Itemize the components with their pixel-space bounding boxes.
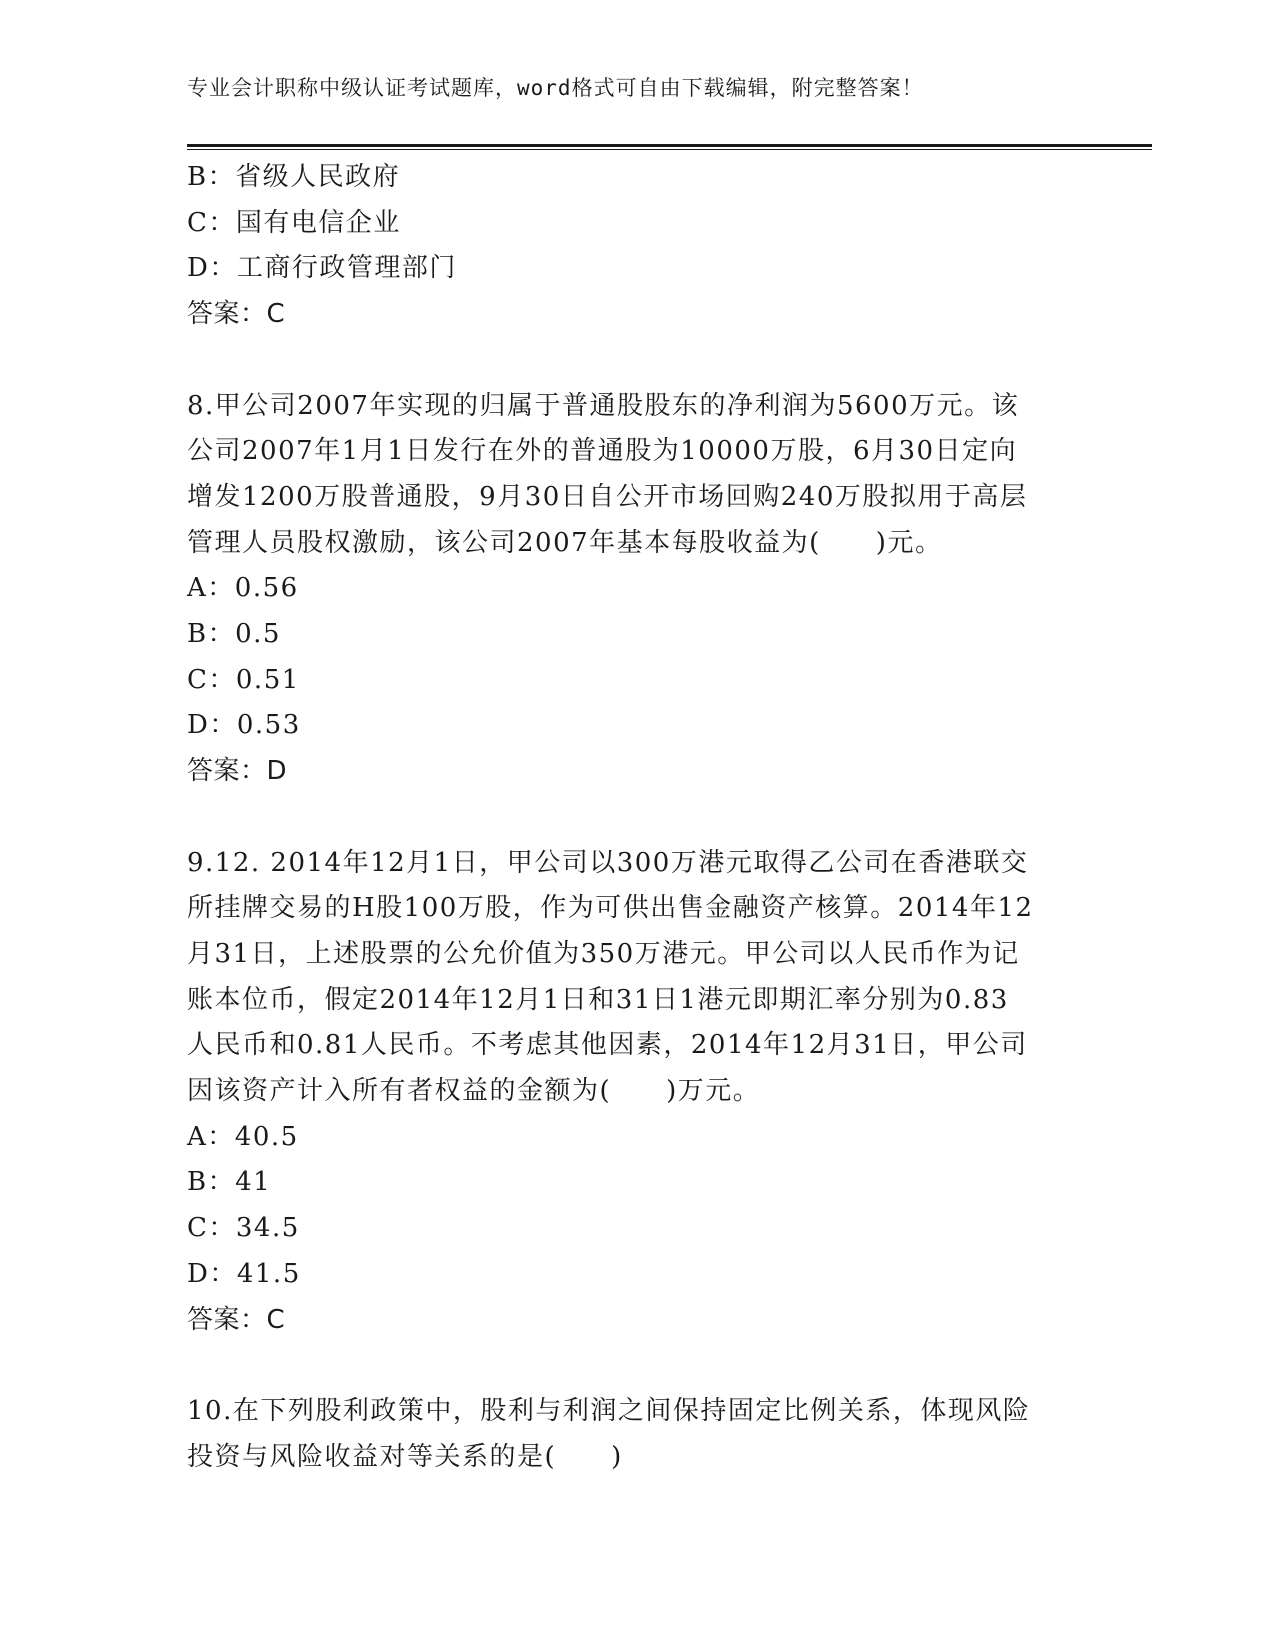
question-9-text-line: 人民币和0.81人民币。不考虑其他因素，2014年12月31日，甲公司 — [187, 1030, 1028, 1061]
question-8-text-line: 8.甲公司2007年实现的归属于普通股股东的净利润为5600万元。该 — [187, 390, 1020, 421]
question-8-option-d: D：0.53 — [187, 710, 301, 741]
question-9-option-b: B：41 — [187, 1167, 272, 1198]
question-9-text-line: 9.12. 2014年12月1日，甲公司以300万港元取得乙公司在香港联交 — [187, 847, 1029, 878]
question-9-answer: 答案：C — [187, 1304, 286, 1335]
answer-line: 答案：C — [187, 299, 286, 330]
question-8-option-b: B：0.5 — [187, 619, 281, 650]
spacer — [187, 1343, 1087, 1389]
question-10-text-line: 10.在下列股利政策中，股利与利润之间保持固定比例关系，体现风险 — [187, 1395, 1031, 1426]
document-body — [187, 155, 1087, 1480]
spacer — [187, 338, 1087, 384]
question-9-text-line: 所挂牌交易的H股100万股，作为可供出售金融资产核算。2014年12 — [187, 893, 1034, 924]
question-9-option-c: C：34.5 — [187, 1213, 300, 1244]
question-9-text-line: 月31日，上述股票的公允价值为350万港元。甲公司以人民币作为记 — [187, 938, 1020, 969]
question-9-option-d: D：41.5 — [187, 1258, 301, 1289]
question-8-option-a: A：0.56 — [187, 573, 299, 604]
question-8-text-line: 公司2007年1月1日发行在外的普通股为10000万股，6月30日定向 — [187, 436, 1018, 467]
option-c: C：国有电信企业 — [187, 207, 401, 238]
question-10-text-line: 投资与风险收益对等关系的是( ) — [187, 1441, 623, 1472]
question-8-option-c: C：0.51 — [187, 664, 300, 695]
question-8-text-line: 增发1200万股普通股，9月30日自公开市场回购240万股拟用于高层 — [187, 481, 1028, 512]
page-header: 专业会计职称中级认证考试题库，word格式可自由下载编辑，附完整答案！ — [187, 76, 924, 100]
question-8-text-line: 管理人员股权激励，该公司2007年基本每股收益为( )元。 — [187, 527, 943, 558]
header-rule-thick — [187, 144, 1152, 147]
question-8-answer: 答案：D — [187, 756, 288, 787]
option-d: D：工商行政管理部门 — [187, 253, 457, 284]
question-9-text-line: 账本位币，假定2014年12月1日和31日1港元即期汇率分别为0.83 — [187, 984, 1009, 1015]
spacer — [187, 795, 1087, 841]
header-rule-thin — [187, 149, 1152, 150]
option-b: B：省级人民政府 — [187, 162, 401, 192]
question-9-text-line: 因该资产计入所有者权益的金额为( )万元。 — [187, 1076, 761, 1107]
question-9-option-a: A：40.5 — [187, 1121, 299, 1152]
